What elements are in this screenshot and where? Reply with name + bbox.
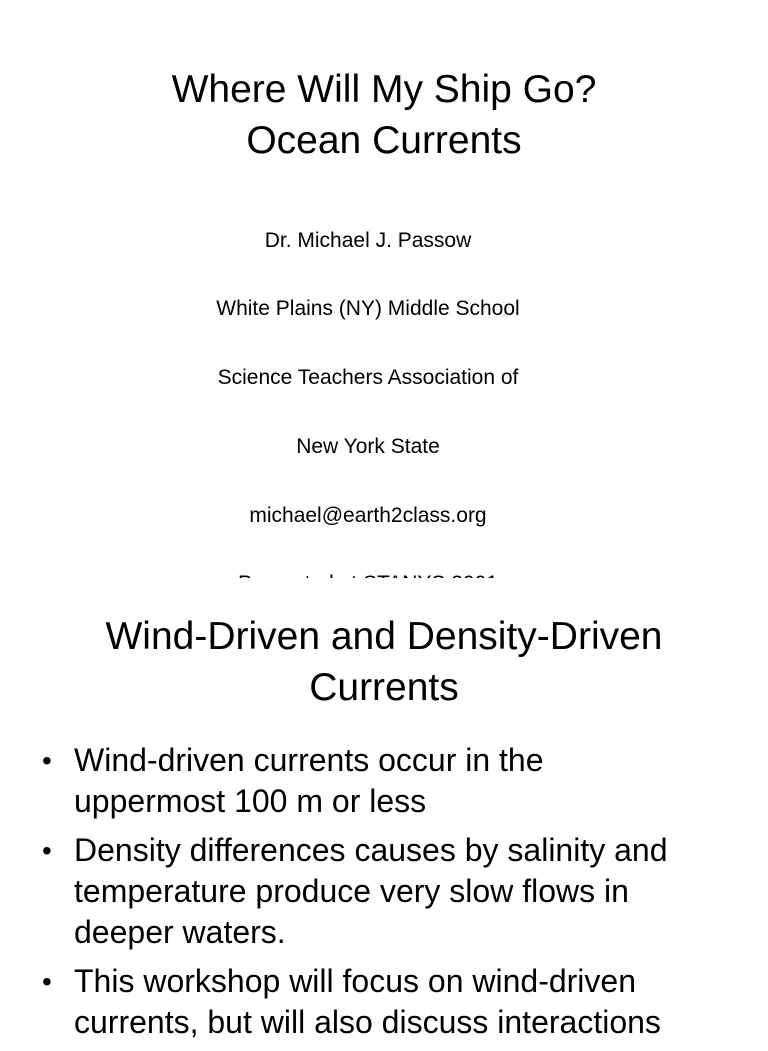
bullet-text-line: deeper waters.	[74, 914, 286, 950]
bullet-item	[0, 961, 768, 1043]
bullet-icon: •	[42, 745, 52, 776]
bullet-text-line: This workshop will focus on wind-driven	[74, 963, 636, 999]
bullet-item	[0, 830, 768, 953]
email-address: michael@earth2class.org	[249, 504, 487, 527]
bullet-text-line: temperature produce very slow flows in	[74, 873, 629, 909]
school-name: White Plains (NY) Middle School	[216, 297, 520, 320]
slide-heading-line-1: Wind-Driven and Density-Driven	[105, 615, 663, 658]
slide-heading-line-2: Currents	[309, 666, 459, 709]
bullet-text-line: Density differences causes by salinity and	[74, 832, 668, 868]
bullet-icon: •	[42, 966, 52, 997]
bullet-icon: •	[42, 835, 52, 866]
bullet-text-line: Wind-driven currents occur in the	[74, 742, 544, 778]
bullet-text-line: currents, but will also discuss interactions	[74, 1004, 661, 1040]
author-name: Dr. Michael J. Passow	[264, 229, 472, 252]
bullet-item	[0, 740, 768, 822]
slide-title-line-1: Where Will My Ship Go?	[171, 68, 597, 111]
slide-title-line-2: Ocean Currents	[246, 119, 522, 162]
slide-wind-density-currents	[0, 578, 768, 1040]
bullet-list	[0, 740, 768, 1051]
association-line-2: New York State	[296, 435, 440, 458]
bullet-text-line: uppermost 100 m or less	[74, 783, 427, 819]
association-line-1: Science Teachers Association of	[217, 366, 519, 389]
